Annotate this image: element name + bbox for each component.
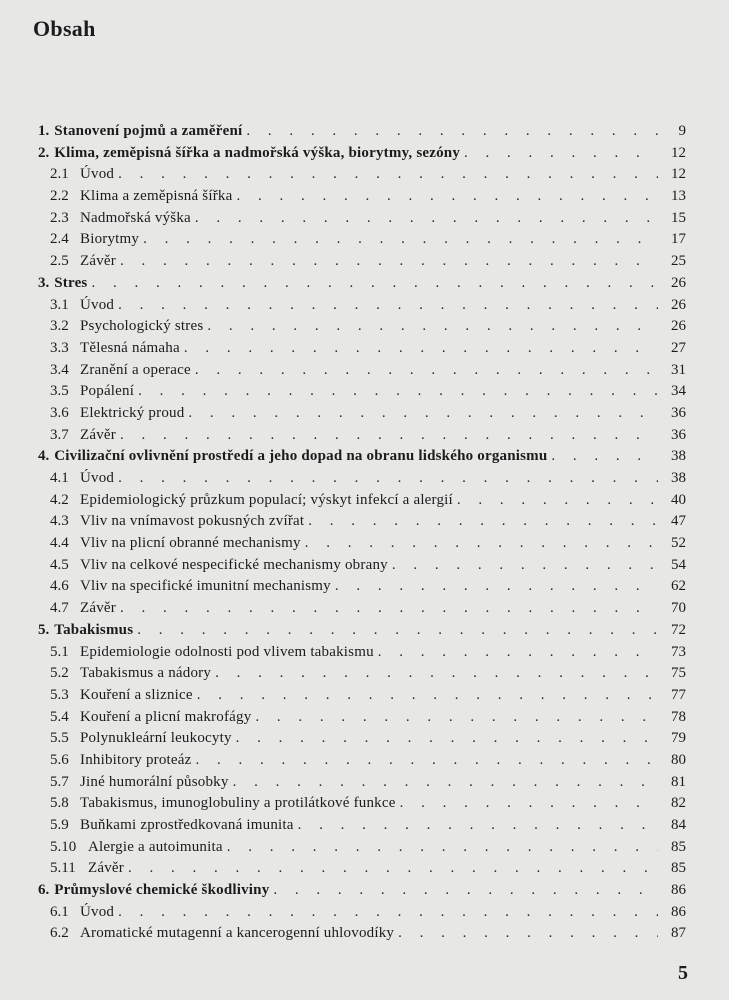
toc-entry-page: 80 [671,751,686,768]
toc-entry-number: 2. [38,144,50,161]
dot-leader [233,772,658,794]
dot-leader [457,490,658,512]
toc-chapter-row [38,620,686,642]
toc-entry-number: 2.3 [50,209,69,226]
toc-entry-title: Kouření a sliznice [80,686,193,703]
toc-entry-page: 78 [671,708,686,725]
toc-entry-page: 47 [671,513,686,530]
toc-entry-title: Tabakismus a nádory [80,665,212,682]
toc-entry-title: Elektrický proud [80,404,185,421]
dot-leader [236,728,658,750]
toc-entry-number: 5.9 [50,817,69,833]
dot-leader [197,685,658,707]
toc-entry-title: Vliv na plicní obranné mechanismy [80,535,301,552]
toc-entry-number: 3.2 [50,318,69,335]
toc-entry-title: Vliv na vnímavost pokusných zvířat [80,513,305,530]
toc-entry-page: 70 [671,600,686,617]
toc-entry-page: 75 [671,665,686,682]
dot-leader [118,468,658,490]
toc-section-row [38,295,686,317]
toc-entry-number: 4.2 [50,491,69,508]
toc-entry-page: 12 [671,144,686,161]
dot-leader [91,273,658,295]
toc-entry-number: 6.1 [50,903,69,920]
toc-entry-page: 87 [671,925,686,942]
toc-entry-number: 3.4 [50,361,69,378]
toc-section-row [38,728,686,750]
toc-entry-page: 17 [671,231,686,248]
toc-entry-title: Epidemiologický průzkum populací; výskyt infekcí a alergií [80,491,453,508]
toc-entry-title: Úvod [80,470,115,486]
toc-entry-page: 86 [671,903,686,920]
toc-entry-page: 38 [671,448,686,465]
dot-leader [188,403,658,425]
toc-entry-title: Klima, zeměpisná šířka a nadmořská výška, biorytmy, sezóny [54,144,461,161]
dot-leader [184,338,658,360]
toc-entry-title: Tělesná námaha [80,339,180,356]
toc-entry-page: 36 [671,426,686,443]
toc-section-row [38,511,686,533]
dot-leader [137,620,658,642]
dot-leader [335,576,658,598]
toc-entry-page: 25 [671,253,686,270]
toc-entry-number: 6.2 [50,925,69,942]
toc-section-row [38,468,686,490]
dot-leader [195,360,658,382]
dot-leader [128,858,658,880]
toc-section-row [38,403,686,425]
toc-section-row [38,642,686,664]
dot-leader [255,707,658,729]
toc-section-row [38,338,686,360]
toc-entry-number: 5.11 [50,860,76,877]
toc-entry-page: 62 [671,578,686,595]
toc-chapter-row [38,446,686,468]
dot-leader [551,446,658,468]
toc-entry-number: 5.8 [50,795,69,812]
toc-entry-title: Polynukleární leukocyty [80,730,232,747]
dot-leader [118,295,658,317]
toc-section-row [38,425,686,447]
toc-entry-page: 26 [671,274,686,291]
toc-entry-number: 4.5 [50,556,69,573]
dot-leader [118,164,658,186]
toc-entry-number: 4.6 [50,578,69,595]
toc-section-row [38,381,686,403]
dot-leader [118,902,658,924]
toc-entry-title: Epidemiologie odolnosti pod vlivem tabakismu [80,643,374,660]
dot-leader [273,880,658,902]
toc-entry-number: 3.1 [50,296,69,313]
toc-entry-title: Závěr [80,253,116,270]
toc-section-row [38,490,686,512]
toc-entry-page: 79 [671,730,686,747]
toc-entry-number: 5.5 [50,730,69,747]
toc-entry-page: 31 [671,361,686,378]
toc-entry-page: 81 [671,773,686,790]
toc-section-row [38,902,686,924]
toc-entry-number: 5.1 [50,643,69,660]
toc-section-row [38,186,686,208]
toc-entry-number: 6. [38,882,50,899]
toc-entry-title: Klima a zeměpisná šířka [80,188,233,205]
dot-leader [392,555,658,577]
dot-leader [207,316,658,338]
toc-entry-number: 2.4 [50,231,69,248]
toc-entry-title: Psychologický stres [80,318,204,335]
toc-section-row [38,555,686,577]
toc-entry-title: Popálení [80,383,135,400]
toc-entry-page: 36 [671,404,686,421]
dot-leader [298,815,658,837]
dot-leader [308,511,658,533]
toc-section-row [38,360,686,382]
toc-entry-page: 85 [671,860,686,877]
dot-leader [120,598,658,620]
toc-entry-title: Úvod [80,166,115,183]
toc-chapter-row [38,121,686,143]
toc-entry-title: Vliv na celkové nespecifické mechanismy obrany [80,556,388,573]
dot-leader [400,793,658,815]
toc-entry-number: 2.5 [50,253,69,270]
dot-leader [464,143,658,165]
toc-entry-number: 3.6 [50,404,69,421]
toc-entry-title: Aromatické mutagenní a kancerogenní uhlovodíky [80,925,395,942]
toc-entry-title: Inhibitory proteáz [80,751,192,768]
toc-entry-number: 2.1 [50,166,69,183]
toc-section-row [38,164,686,186]
toc-chapter-row [38,273,686,295]
toc-entry-page: 52 [671,535,686,552]
toc-entry-number: 5. [38,621,50,638]
toc-entry-title: Průmyslové chemické škodliviny [54,882,270,899]
toc-entry-title: Stres [54,274,88,291]
dot-leader [138,381,658,403]
toc-section-row [38,663,686,685]
toc-section-row [38,858,686,880]
toc-entry-title: Nadmořská výška [80,209,191,226]
dot-leader [378,642,658,664]
toc-entry-title: Tabakismus [54,621,134,638]
toc-entry-page: 38 [671,470,686,486]
toc-section-row [38,251,686,273]
toc-entry-page: 40 [671,491,686,508]
toc-section-row [38,923,686,945]
toc-section-row [38,316,686,338]
toc-entry-number: 3. [38,274,50,291]
toc-section-row [38,793,686,815]
toc-entry-page: 13 [671,188,686,205]
dot-leader [398,923,658,945]
toc-entry-page: 34 [671,383,686,400]
toc-entry-page: 82 [671,795,686,812]
dot-leader [227,837,658,859]
dot-leader [305,533,658,555]
toc-chapter-row [38,880,686,902]
toc-section-row [38,685,686,707]
toc-entry-title: Jiné humorální působky [80,773,229,790]
toc-section-row [38,837,686,859]
toc-entry-title: Alergie a autoimunita [88,838,223,855]
toc-entry-page: 84 [671,817,686,833]
toc-section-row [38,750,686,772]
toc-entry-number: 3.7 [50,426,69,443]
toc-entry-number: 2.2 [50,188,69,205]
toc-entry-page: 27 [671,339,686,356]
toc-entry-page: 54 [671,556,686,573]
toc-entry-title: Úvod [80,296,115,313]
dot-leader [195,208,658,230]
toc-entry-number: 3.5 [50,383,69,400]
toc-entry-page: 73 [671,643,686,660]
toc-entry-page: 26 [671,296,686,313]
toc-entry-page: 26 [671,318,686,335]
toc-entry-title: Buňkami zprostředkovaná imunita [80,817,294,833]
toc-entry-page: 86 [671,882,686,899]
toc-entry-page: 72 [671,621,686,638]
toc-entry-title: Kouření a plicní makrofágy [80,708,252,725]
page-title: Obsah [33,16,96,41]
toc-entry-title: Biorytmy [80,231,140,248]
toc-section-row [38,229,686,251]
dot-leader [120,251,658,273]
toc-entry-number: 5.10 [50,838,77,855]
toc-entry-page: 15 [671,209,686,226]
toc-section-row [38,533,686,555]
toc-section-row [38,576,686,598]
toc-entry-page: 12 [671,166,686,183]
toc-entry-number: 4.3 [50,513,69,530]
toc-entry-number: 5.6 [50,751,69,768]
toc-entry-number: 5.3 [50,686,69,703]
toc-section-row [38,707,686,729]
dot-leader [143,229,658,251]
dot-leader [215,663,658,685]
table-of-contents [38,121,686,945]
dot-leader [195,750,658,772]
toc-section-row [38,772,686,794]
toc-entry-number: 4.1 [50,470,69,486]
toc-entry-number: 4.4 [50,535,69,552]
toc-entry-title: Tabakismus, imunoglobuliny a protilátkové funkce [80,795,396,812]
dot-leader [236,186,658,208]
toc-entry-title: Zranění a operace [80,361,191,378]
toc-entry-page: 77 [671,686,686,703]
toc-entry-title: Úvod [80,903,115,920]
dot-leader [120,425,658,447]
toc-entry-number: 4. [38,448,50,465]
page-number: 5 [678,962,688,984]
toc-entry-page: 9 [678,123,686,139]
toc-entry-number: 3.3 [50,339,69,356]
toc-entry-number: 5.2 [50,665,69,682]
toc-entry-title: Vliv na specifické imunitní mechanismy [80,578,331,595]
toc-section-row [38,815,686,837]
toc-entry-number: 4.7 [50,600,69,617]
toc-entry-title: Stanovení pojmů a zaměření [54,123,243,139]
toc-entry-title: Závěr [80,426,116,443]
toc-entry-number: 5.4 [50,708,69,725]
toc-section-row [38,598,686,620]
toc-section-row [38,208,686,230]
toc-entry-title: Civilizační ovlivnění prostředí a jeho dopad na obranu lidského organismu [54,448,548,465]
toc-entry-number: 5.7 [50,773,69,790]
toc-entry-page: 85 [671,838,686,855]
toc-entry-number: 1. [38,123,50,139]
toc-entry-title: Závěr [80,600,116,617]
toc-chapter-row [38,143,686,165]
dot-leader [246,121,658,143]
toc-entry-title: Závěr [88,860,124,877]
